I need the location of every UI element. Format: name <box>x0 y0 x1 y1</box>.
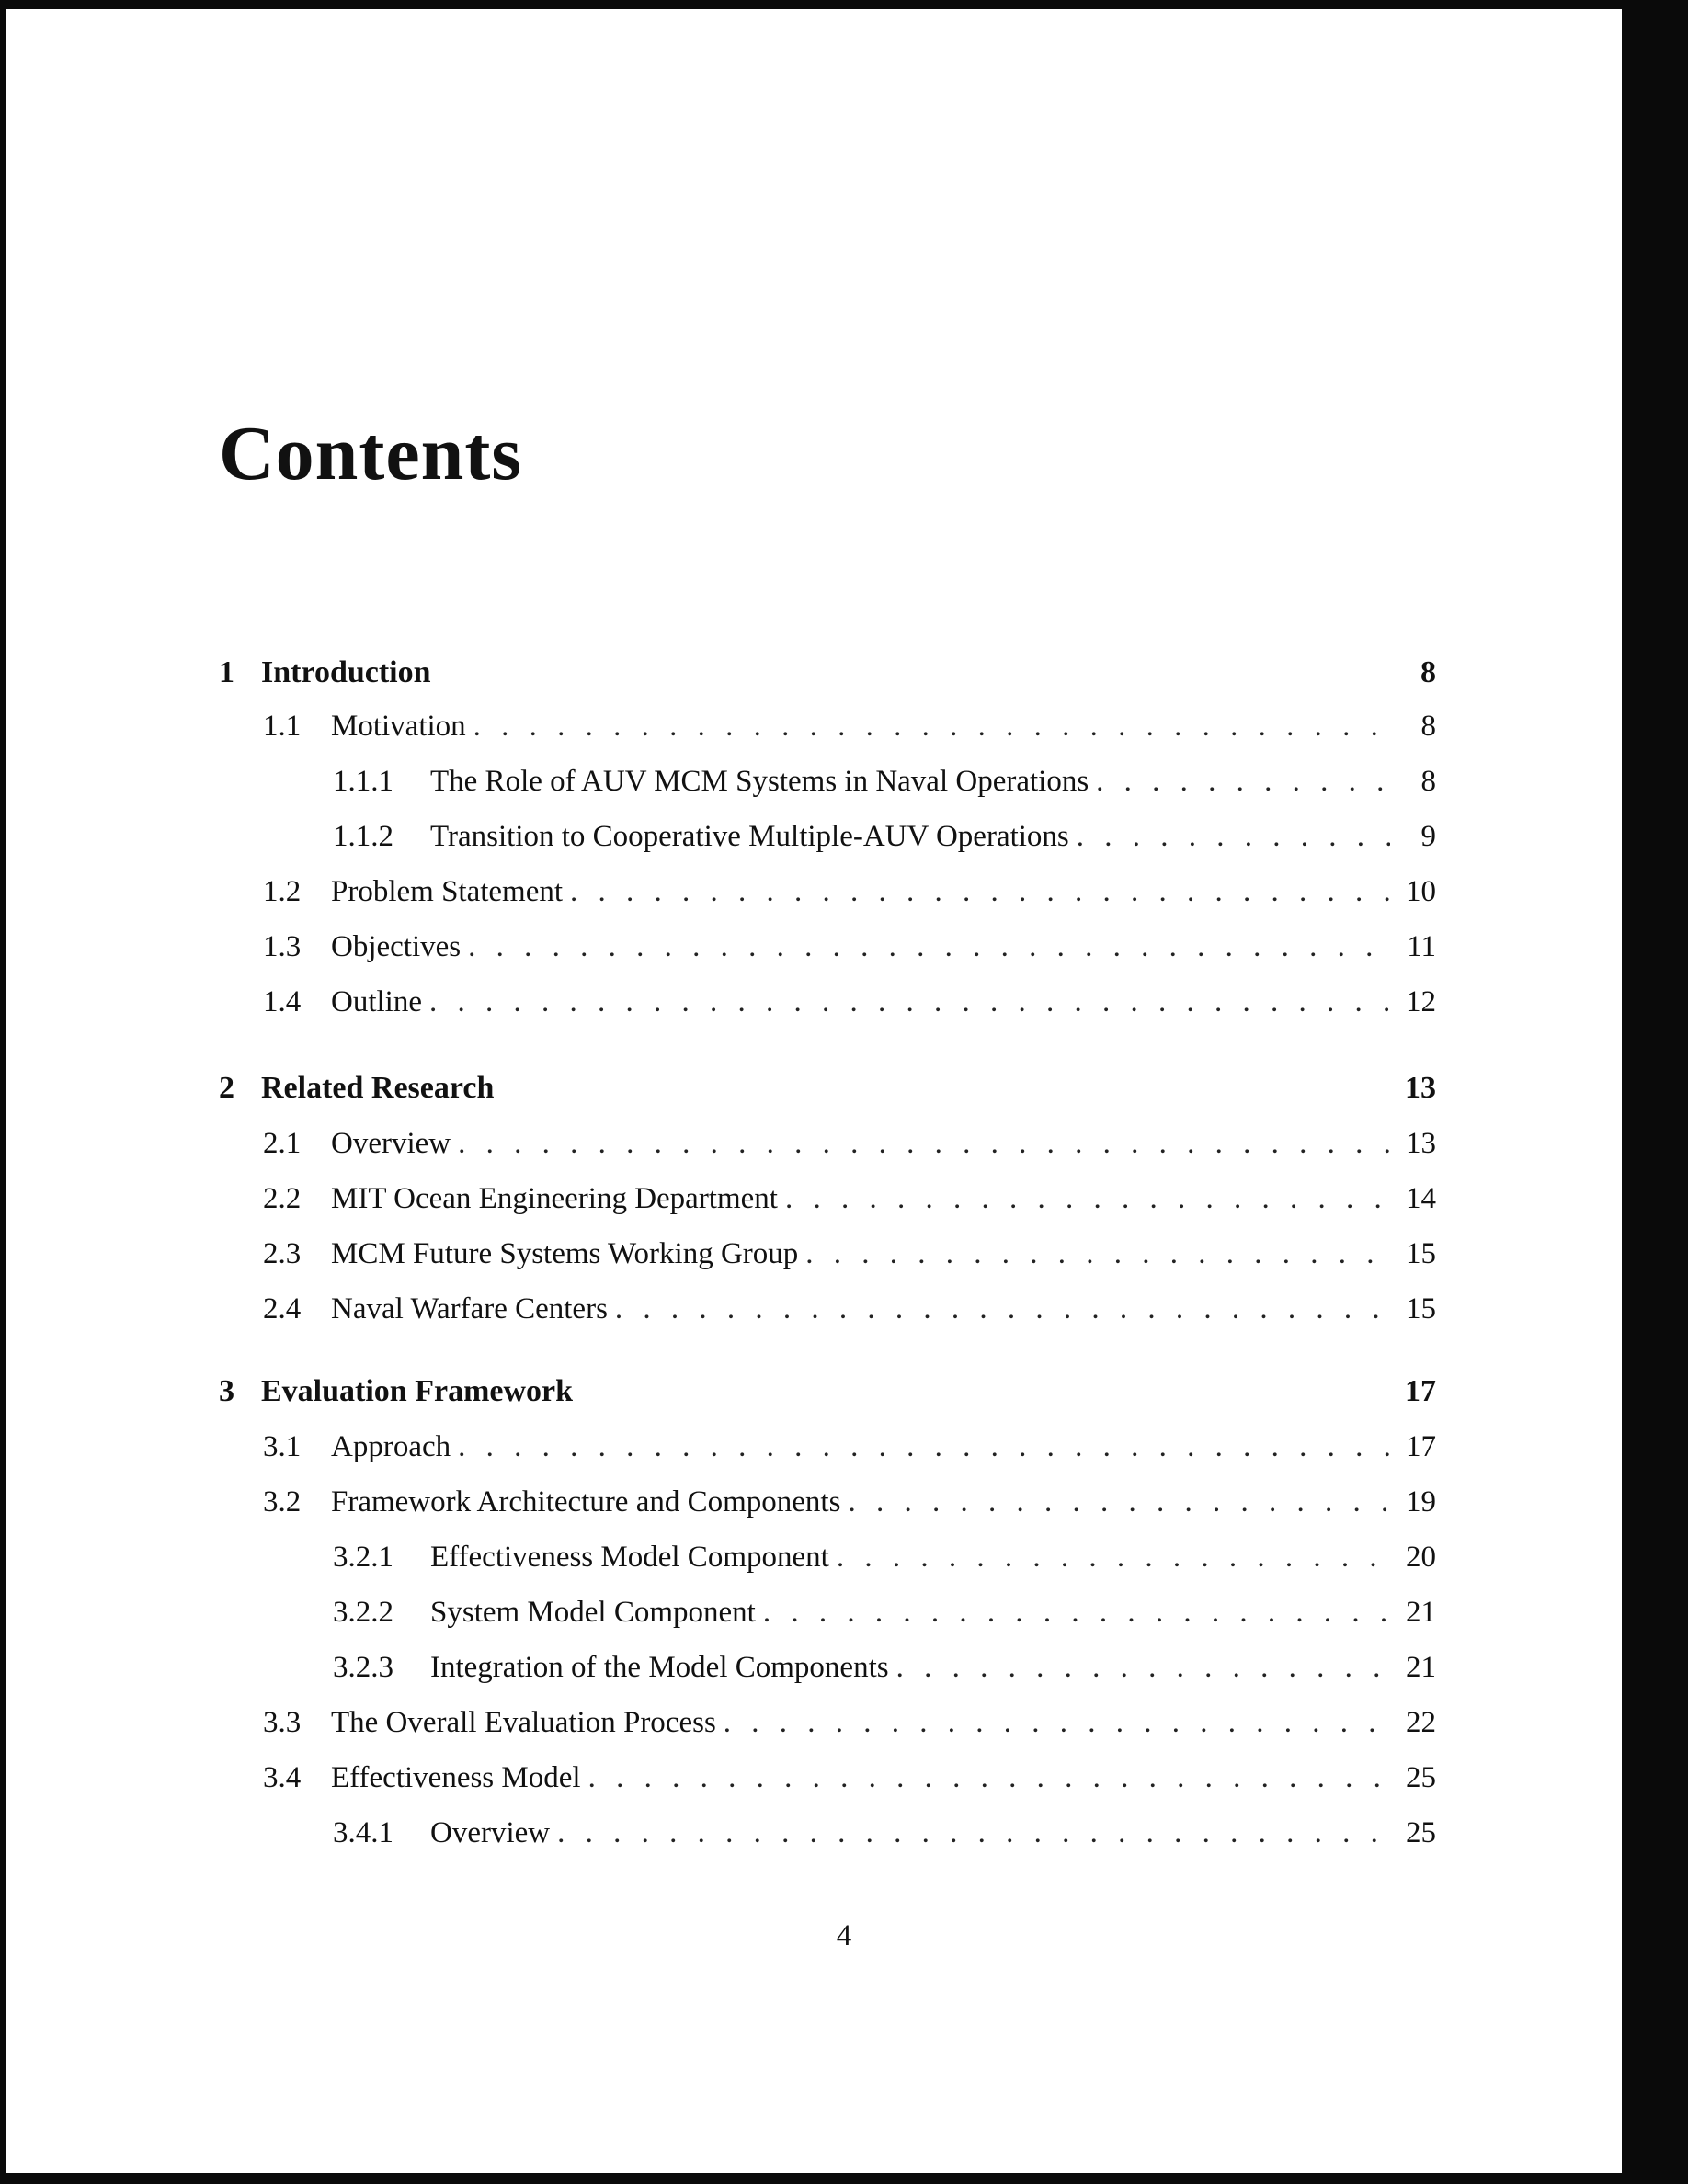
toc-section-row[interactable] <box>219 928 1436 965</box>
toc-section-row[interactable] <box>219 1759 1436 1796</box>
toc-entry-label: MCM Future Systems Working Group <box>331 1237 799 1270</box>
toc-entry-page: 17 <box>1405 1374 1436 1408</box>
toc-entry-number: 1.2 <box>263 875 302 908</box>
toc-entry-page: 13 <box>1405 1071 1436 1105</box>
toc-section-row[interactable] <box>219 1484 1436 1520</box>
toc-entry-label: Overview <box>331 1127 451 1160</box>
toc-entry-number: 3.2.1 <box>333 1541 393 1574</box>
toc-dot-leader <box>429 984 1390 1020</box>
toc-entry-page: 19 <box>1406 1485 1436 1519</box>
toc-entry-page: 9 <box>1420 820 1436 853</box>
toc-section-row[interactable] <box>219 1180 1436 1217</box>
toc-entry-number: 3.1 <box>263 1430 302 1463</box>
toc-entry-label: The Role of AUV MCM Systems in Naval Operations <box>430 765 1089 798</box>
toc-section-row[interactable] <box>219 1235 1436 1272</box>
toc-entry-number: 1 <box>219 655 234 689</box>
toc-dot-leader <box>848 1484 1390 1520</box>
toc-entry-label: Approach <box>331 1430 451 1463</box>
toc-entry-number: 2.2 <box>263 1182 302 1215</box>
toc-section-row[interactable] <box>219 1291 1436 1327</box>
toc-entry-label: Objectives <box>331 930 462 963</box>
toc-entry-number: 3.2 <box>263 1485 302 1519</box>
toc-entry-page: 8 <box>1420 655 1436 689</box>
toc-entry-label: Transition to Cooperative Multiple-AUV Operations <box>430 820 1069 853</box>
toc-section-row[interactable] <box>219 1704 1436 1741</box>
toc-entry-page: 14 <box>1406 1182 1436 1215</box>
toc-entry-number: 3.3 <box>263 1706 302 1739</box>
toc-entry-page: 25 <box>1406 1761 1436 1794</box>
toc-entry-number: 1.1.2 <box>333 820 393 853</box>
toc-entry-number: 3.2.2 <box>333 1596 393 1629</box>
toc-dot-leader <box>468 928 1390 965</box>
toc-entry-label: Overview <box>430 1816 551 1849</box>
toc-entry-label: Effectiveness Model Component <box>430 1541 829 1574</box>
toc-chapter-row[interactable] <box>219 654 1436 691</box>
toc-entry-number: 1.4 <box>263 985 302 1018</box>
toc-entry-label: System Model Component <box>430 1596 756 1629</box>
toc-subsection-row[interactable] <box>219 1649 1436 1686</box>
toc-dot-leader <box>805 1235 1390 1272</box>
toc-section-row[interactable] <box>219 1125 1436 1162</box>
toc-entry-label: Introduction <box>261 655 431 689</box>
toc-entry-number: 2.1 <box>263 1127 302 1160</box>
toc-subsection-row[interactable] <box>219 763 1436 800</box>
toc-entry-label: Effectiveness Model <box>331 1761 581 1794</box>
toc-dot-leader <box>458 1125 1390 1162</box>
toc-entry-page: 15 <box>1406 1237 1436 1270</box>
toc-section-row[interactable] <box>219 708 1436 745</box>
toc-dot-leader <box>458 1428 1390 1465</box>
toc-entry-page: 21 <box>1406 1596 1436 1629</box>
toc-entry-label: The Overall Evaluation Process <box>331 1706 716 1739</box>
scan-border-left <box>0 0 6 2184</box>
toc-dot-leader <box>615 1291 1390 1327</box>
toc-entry-number: 1.1 <box>263 710 302 743</box>
toc-entry-page: 22 <box>1406 1706 1436 1739</box>
toc-entry-number: 2.3 <box>263 1237 302 1270</box>
toc-dot-leader <box>1096 763 1390 800</box>
toc-subsection-row[interactable] <box>219 1594 1436 1631</box>
toc-chapter-row[interactable] <box>219 1070 1436 1107</box>
toc-dot-leader <box>896 1649 1390 1686</box>
toc-entry-label: Framework Architecture and Components <box>331 1485 841 1519</box>
toc-entry-page: 25 <box>1406 1816 1436 1849</box>
toc-entry-number: 1.1.1 <box>333 765 393 798</box>
toc-entry-page: 10 <box>1406 875 1436 908</box>
toc-entry-page: 17 <box>1406 1430 1436 1463</box>
toc-section-row[interactable] <box>219 873 1436 910</box>
toc-entry-label: Evaluation Framework <box>261 1374 574 1408</box>
scan-border-right <box>1622 0 1688 2184</box>
page-number: 4 <box>836 1919 852 1952</box>
toc-dot-leader <box>557 1814 1390 1851</box>
toc-entry-number: 3 <box>219 1374 234 1408</box>
scan-border-bottom <box>0 2173 1688 2184</box>
toc-entry-page: 12 <box>1406 985 1436 1018</box>
toc-entry-page: 15 <box>1406 1292 1436 1325</box>
toc-dot-leader <box>570 873 1390 910</box>
toc-entry-page: 8 <box>1420 765 1436 798</box>
toc-entry-number: 3.4.1 <box>333 1816 393 1849</box>
toc-entry-page: 13 <box>1406 1127 1436 1160</box>
toc-entry-number: 3.2.3 <box>333 1651 393 1684</box>
page-title: Contents <box>219 411 523 496</box>
toc-entry-label: Naval Warfare Centers <box>331 1292 608 1325</box>
toc-subsection-row[interactable] <box>219 1539 1436 1575</box>
toc-entry-page: 8 <box>1420 710 1436 743</box>
scan-border-top <box>0 0 1688 9</box>
toc-subsection-row[interactable] <box>219 818 1436 855</box>
toc-dot-leader <box>724 1704 1390 1741</box>
toc-entry-label: Motivation <box>331 710 466 743</box>
toc-entry-label: Integration of the Model Components <box>430 1651 889 1684</box>
toc-dot-leader <box>785 1180 1390 1217</box>
toc-dot-leader <box>837 1539 1390 1575</box>
toc-dot-leader <box>763 1594 1390 1631</box>
toc-entry-number: 2.4 <box>263 1292 302 1325</box>
toc-section-row[interactable] <box>219 984 1436 1020</box>
toc-entry-label: MIT Ocean Engineering Department <box>331 1182 778 1215</box>
toc-entry-page: 21 <box>1406 1651 1436 1684</box>
toc-dot-leader <box>1077 818 1390 855</box>
toc-entry-number: 2 <box>219 1071 234 1105</box>
toc-entry-page: 20 <box>1406 1541 1436 1574</box>
toc-entry-label: Outline <box>331 985 422 1018</box>
toc-entry-page: 11 <box>1407 930 1436 963</box>
toc-subsection-row[interactable] <box>219 1814 1436 1851</box>
toc-dot-leader <box>473 708 1390 745</box>
toc-section-row[interactable] <box>219 1428 1436 1465</box>
toc-entry-number: 1.3 <box>263 930 302 963</box>
toc-entry-label: Problem Statement <box>331 875 564 908</box>
toc-dot-leader <box>588 1759 1390 1796</box>
toc-chapter-row[interactable] <box>219 1373 1436 1410</box>
toc-entry-number: 3.4 <box>263 1761 302 1794</box>
toc-entry-label: Related Research <box>261 1071 495 1105</box>
